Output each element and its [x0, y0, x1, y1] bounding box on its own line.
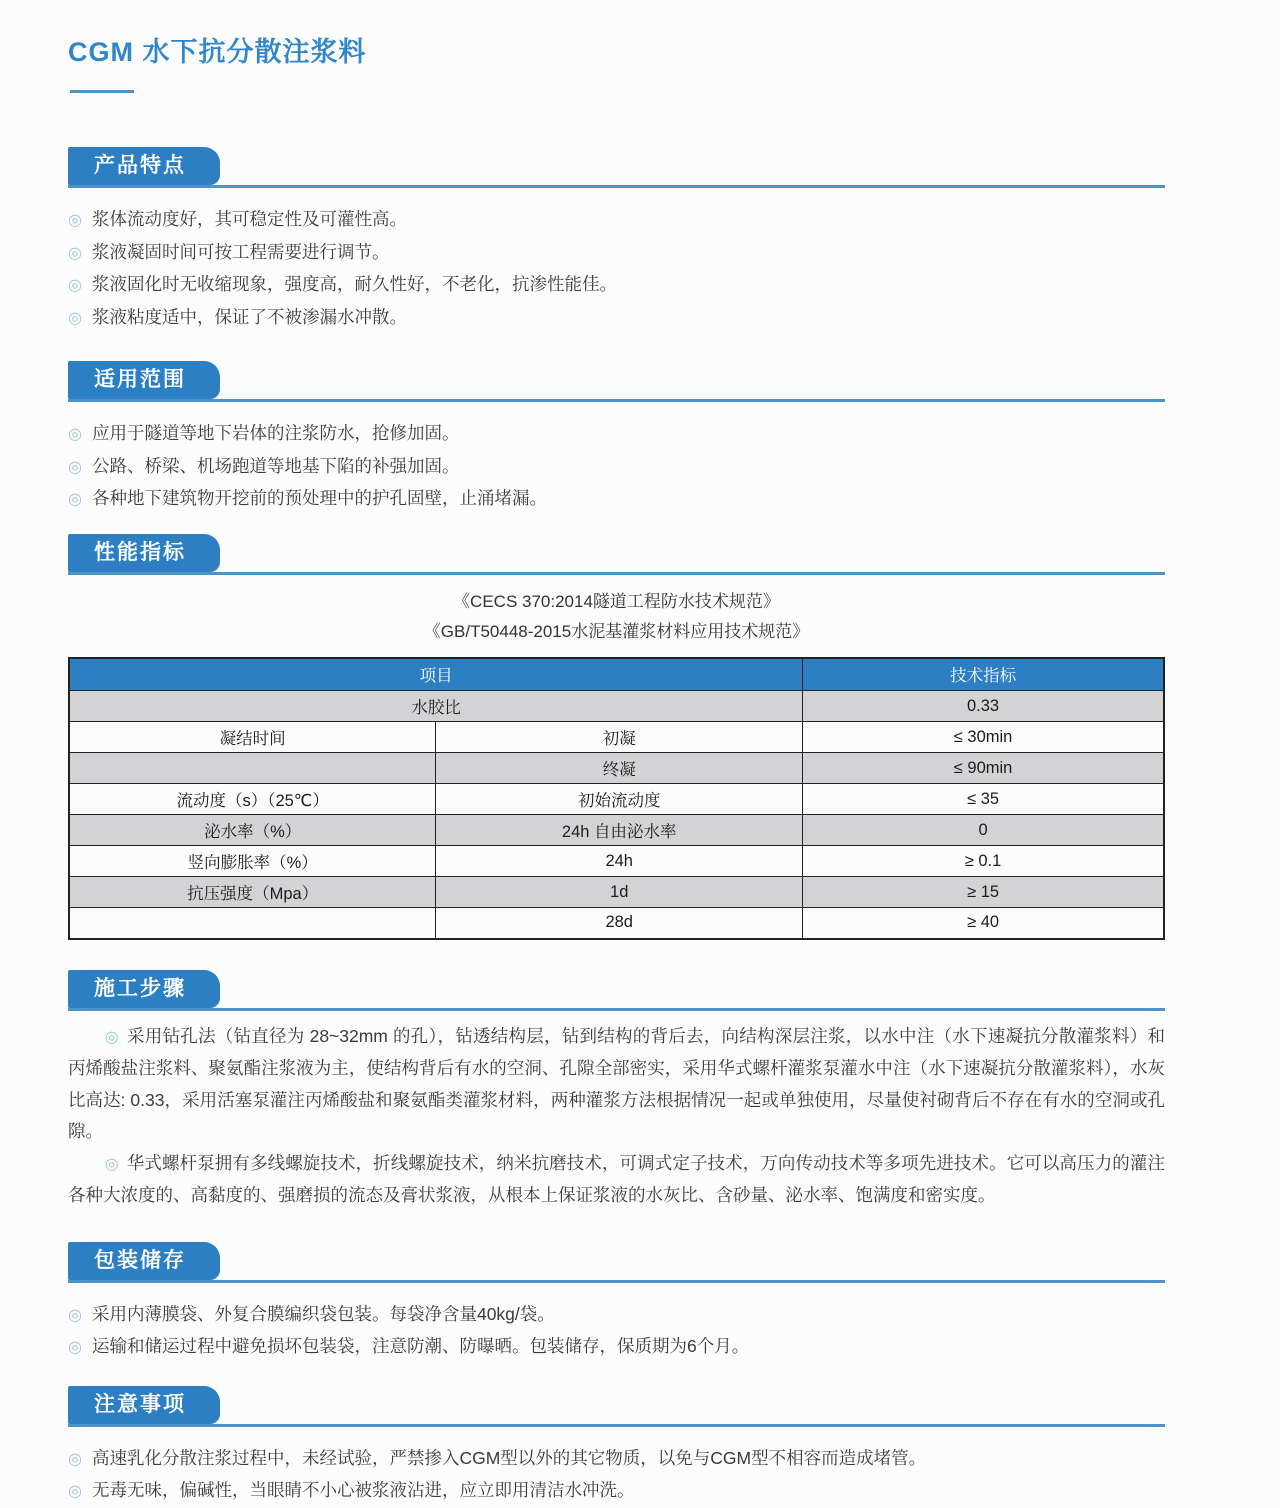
- table-cell: ≤ 90min: [803, 753, 1164, 784]
- precautions-list: [68, 1443, 1165, 1508]
- performance-spec-table: [68, 657, 1165, 940]
- bullet-text: 浆液凝固时间可按工程需要进行调节。: [91, 241, 390, 262]
- table-cell: 流动度（s）（25℃）: [69, 784, 436, 815]
- bullet-text: 无毒无味，偏碱性，当眼睛不小心被浆液沾进，应立即用清洁水冲洗。: [91, 1480, 635, 1500]
- section-header-rule: [68, 147, 1165, 188]
- table-header-row: [69, 658, 1164, 691]
- table-cell: 泌水率（%）: [69, 815, 436, 846]
- bullet-text: 运输和储运过程中避免损坏包装袋，注意防潮、防曝晒。包装储存，保质期为6个月。: [91, 1336, 750, 1356]
- section-application-scope: [68, 361, 1165, 516]
- ring-bullet-icon: ◎: [68, 1306, 82, 1324]
- ring-bullet-icon: ◎: [68, 426, 82, 443]
- table-row: [69, 784, 1164, 815]
- reference-text: 《CECS 370:2014隧道工程防水技术规范》: [453, 591, 780, 611]
- section-performance-indicators: [68, 534, 1165, 940]
- table-cell: 终凝: [436, 753, 803, 784]
- section-heading-badge: 施工步骤: [68, 970, 220, 1008]
- ring-bullet-icon: ◎: [68, 1450, 82, 1468]
- table-row: [69, 877, 1164, 908]
- bullet-text: 浆液粘度适中，保证了不被渗漏水冲散。: [91, 306, 407, 327]
- table-cell: ≥ 0.1: [803, 846, 1164, 877]
- table-cell: 凝结时间: [69, 722, 436, 753]
- section-heading-badge: 适用范围: [68, 361, 220, 399]
- table-cell: 抗压强度（Mpa）: [69, 877, 436, 908]
- table-cell: 24h 自由泌水率: [436, 815, 803, 846]
- table-cell: 28d: [436, 908, 803, 939]
- section-packaging-storage: [68, 1242, 1165, 1364]
- table-cell: 24h: [436, 846, 803, 877]
- bullet-text: 公路、桥梁、机场跑道等地基下陷的补强加固。: [91, 455, 460, 476]
- section-heading-badge: 性能指标: [68, 534, 220, 572]
- bullet-item: [68, 1331, 1165, 1364]
- section-heading-badge: 产品特点: [68, 147, 220, 185]
- bullet-text: 采用内薄膜袋、外复合膜编织袋包装。每袋净含量40kg/袋。: [91, 1303, 555, 1324]
- reference-text: 《GB/T50448-2015水泥基灌浆材料应用技术规范》: [423, 621, 810, 641]
- table-cell: 初始流动度: [436, 784, 803, 815]
- page-title: CGM 水下抗分散注浆料: [68, 37, 367, 67]
- bullet-item: [68, 204, 1165, 237]
- table-cell: ≤ 35: [803, 784, 1164, 815]
- step-text: 采用钻孔法（钻直径为 28~32mm 的孔），钻透结构层，钻到结构的背后去，向结构深层注浆，以水中注（水下速凝抗分散灌浆料）和丙烯酸盐注浆料、聚氨酯注浆液为主，使结构背后有水的空洞、孔隙全部密实，采用华式螺杆灌浆泵灌水中注（水下速凝抗分散灌浆料），水灰比高达: 0.33，采用活塞泵灌注丙烯酸盐和聚氨酯类灌浆材料，两种灌浆方法根据情况一起或单独使用，尽量使衬砌背后不存在有水的空洞或孔隙。: [68, 1025, 1165, 1141]
- section-construction-steps: [68, 970, 1165, 1212]
- table-cell: 竖向膨胀率（%）: [69, 846, 436, 877]
- reference-line: [68, 587, 1165, 617]
- section-product-features: [68, 147, 1165, 334]
- ring-bullet-icon: ◎: [68, 212, 82, 229]
- bullet-text: 浆液固化时无收缩现象，强度高，耐久性好，不老化，抗渗性能佳。: [91, 274, 617, 294]
- table-cell: ≥ 15: [803, 877, 1164, 908]
- section-heading-badge: 注意事项: [68, 1386, 220, 1424]
- table-row: [69, 722, 1164, 753]
- step-text: 华式螺杆泵拥有多线螺旋技术，折线螺旋技术，纳米抗磨技术，可调式定子技术，万向传动技术等多项先进技术。它可以高压力的灌注各种大浓度的、高黏度的、强磨损的流态及膏状浆液，从根本上保证浆液的水灰比、含砂量、泌水率、饱满度和密实度。: [68, 1152, 1165, 1205]
- bullet-text: 各种地下建筑物开挖前的预处理中的护孔固壁，止涌堵漏。: [91, 488, 547, 508]
- table-cell: 0.33: [803, 691, 1164, 722]
- ring-bullet-icon: ◎: [68, 491, 82, 508]
- ring-bullet-icon: ◎: [104, 1028, 119, 1046]
- ring-bullet-icon: ◎: [68, 458, 82, 476]
- table-row: [69, 815, 1164, 846]
- ring-bullet-icon: ◎: [104, 1155, 119, 1173]
- table-cell: ≥ 40: [803, 908, 1164, 939]
- packaging-list: [68, 1299, 1165, 1364]
- reference-line: [68, 617, 1165, 647]
- section-header-rule: [68, 361, 1165, 402]
- table-row: [69, 908, 1164, 939]
- ring-bullet-icon: ◎: [68, 1339, 82, 1356]
- section-header-rule: [68, 534, 1165, 575]
- ring-bullet-icon: ◎: [68, 277, 82, 294]
- bullet-text: 高速乳化分散注浆过程中，未经试验，严禁掺入CGM型以外的其它物质，以免与CGM型不相容而造成堵管。: [91, 1447, 927, 1468]
- table-row: [69, 846, 1164, 877]
- construction-steps-paragraphs: [68, 1021, 1165, 1212]
- title-underline: [70, 90, 134, 93]
- table-cell: 0: [803, 815, 1164, 846]
- section-heading-badge: 包装储存: [68, 1242, 220, 1280]
- bullet-item: [68, 1443, 1165, 1476]
- features-list: [68, 204, 1165, 334]
- step-paragraph: [68, 1021, 1165, 1148]
- table-cell: 水胶比: [69, 691, 803, 722]
- bullet-item: [68, 451, 1165, 484]
- table-cell: ≤ 30min: [803, 722, 1164, 753]
- table-header-cell: 项目: [69, 658, 803, 691]
- table-cell: [69, 753, 436, 784]
- table-cell: 初凝: [436, 722, 803, 753]
- section-header-rule: [68, 1386, 1165, 1427]
- section-header-rule: [68, 1242, 1165, 1283]
- bullet-item: [68, 418, 1165, 451]
- scope-list: [68, 418, 1165, 516]
- ring-bullet-icon: ◎: [68, 309, 82, 327]
- ring-bullet-icon: ◎: [68, 244, 82, 262]
- section-header-rule: [68, 970, 1165, 1011]
- table-header-cell: 技术指标: [803, 658, 1164, 691]
- bullet-text: 浆体流动度好，其可稳定性及可灌性高。: [91, 209, 407, 229]
- ring-bullet-icon: ◎: [68, 1483, 82, 1500]
- bullet-item: [68, 237, 1165, 270]
- table-cell: 1d: [436, 877, 803, 908]
- step-paragraph: [68, 1148, 1165, 1212]
- bullet-item: [68, 1299, 1165, 1332]
- table-row: [69, 691, 1164, 722]
- table-cell: [69, 908, 436, 939]
- bullet-item: [68, 269, 1165, 302]
- bullet-item: [68, 1475, 1165, 1508]
- bullet-item: [68, 483, 1165, 516]
- standards-reference-list: [68, 587, 1165, 647]
- table-row: [69, 753, 1164, 784]
- bullet-text: 应用于隧道等地下岩体的注浆防水，抢修加固。: [91, 423, 460, 443]
- bullet-item: [68, 302, 1165, 335]
